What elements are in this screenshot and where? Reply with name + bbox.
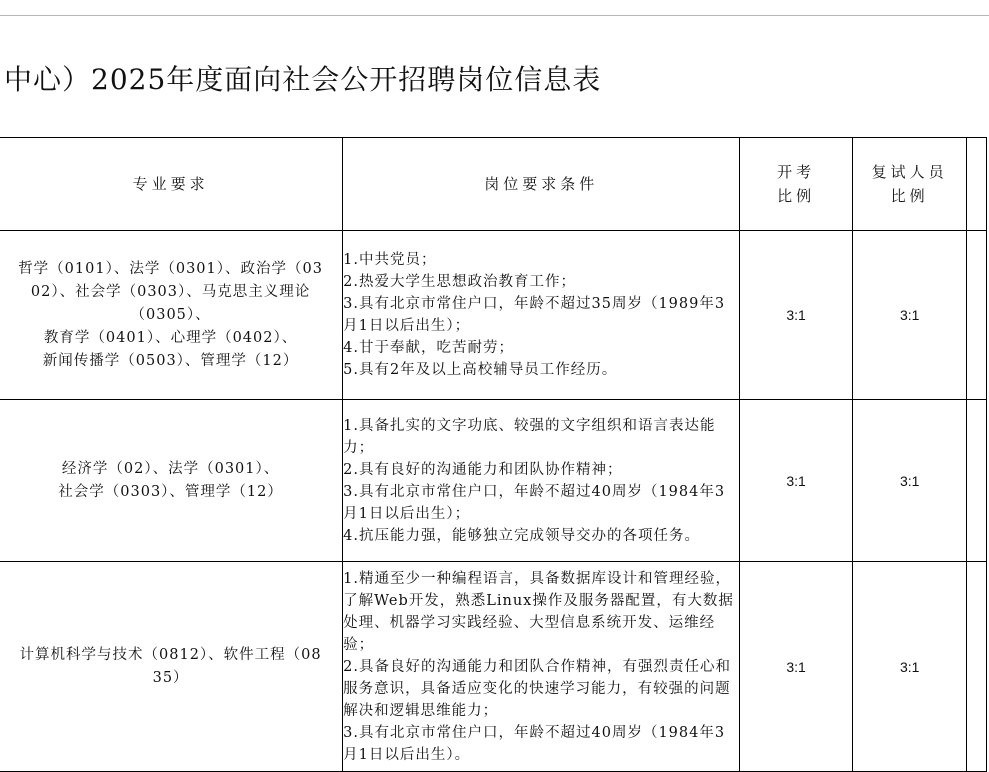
condition-item: 2.具有良好的沟通能力和团队协作精神； [343, 461, 623, 478]
major-line: 新闻传播学（0503）、管理学（12） [42, 352, 299, 369]
condition-item: 1.精通至少一种编程语言，具备数据库设计和管理经验，了解Web开发，熟悉Linux操作及服务器配置，有大数据处理、机器学习实践经验、大型信息系统开发、运维经验； [343, 570, 734, 653]
exam-ratio-cell: 3:1 [740, 400, 853, 562]
table-row [0, 400, 987, 562]
cut-off-cell [967, 400, 987, 562]
header-exam-ratio-line2: 比例 [777, 187, 816, 205]
major-line: 经济学（02）、法学（0301）、 [61, 460, 280, 477]
major-requirements-cell [0, 562, 343, 772]
position-conditions-cell [343, 400, 740, 562]
major-line: 02）、社会学（0303）、马克思主义理论 [30, 283, 311, 300]
header-major: 专业要求 [0, 138, 343, 231]
header-retest-ratio-line1: 复试人员 [871, 163, 948, 181]
table-row [0, 562, 987, 772]
job-positions-table [0, 137, 987, 772]
major-line: 社会学（0303）、管理学（12） [58, 483, 283, 500]
condition-item: 2.具备良好的沟通能力和团队合作精神，有强烈责任心和服务意识，具备适应变化的快速学习能力，有较强的问题解决和逻辑思维能力； [343, 658, 731, 719]
position-conditions-cell [343, 562, 740, 772]
retest-ratio-cell: 3:1 [852, 400, 967, 562]
condition-item: 2.热爱大学生思想政治教育工作； [343, 274, 576, 290]
condition-item: 4.甘于奉献，吃苦耐劳； [343, 340, 514, 356]
header-exam-ratio [740, 138, 853, 231]
condition-item: 1.具备扎实的文字功底、较强的文字组织和语言表达能力； [343, 417, 716, 456]
major-line: 计算机科学与技术（0812）、软件工程（08 [19, 646, 322, 663]
header-cut-off-column [967, 138, 987, 231]
major-line: 35） [152, 669, 189, 686]
condition-item: 4.抗压能力强，能够独立完成领导交办的各项任务。 [343, 527, 700, 544]
condition-item: 1.中共党员； [343, 252, 437, 268]
header-retest-ratio-line2: 比例 [890, 187, 929, 205]
major-requirements-cell [0, 400, 343, 562]
header-retest-ratio [852, 138, 967, 231]
exam-ratio-cell: 3:1 [740, 231, 853, 400]
major-line: （0305）、 [130, 306, 211, 323]
exam-ratio-cell: 3:1 [740, 562, 853, 772]
header-conditions: 岗位要求条件 [343, 138, 740, 231]
condition-item: 3.具有北京市常住户口，年龄不超过40周岁（1984年3月1日以后出生）； [343, 483, 726, 522]
condition-item: 3.具有北京市常住户口，年龄不超过35周岁（1989年3月1日以后出生）； [343, 296, 726, 334]
position-conditions-cell [343, 231, 740, 400]
page-title: 中心）2025年度面向社会公开招聘岗位信息表 [4, 63, 602, 96]
cut-off-cell [967, 562, 987, 772]
major-line: 教育学（0401）、心理学（0402）、 [43, 329, 298, 346]
retest-ratio-cell: 3:1 [852, 231, 967, 400]
condition-item: 3.具有北京市常住户口，年龄不超过40周岁（1984年3月1日以后出生）。 [343, 724, 726, 763]
table-header-row [0, 138, 987, 231]
top-divider [0, 15, 989, 16]
major-requirements-cell [0, 231, 343, 400]
condition-item: 5.具有2年及以上高校辅导员工作经历。 [343, 362, 618, 378]
retest-ratio-cell: 3:1 [852, 562, 967, 772]
major-line: 哲学（0101）、法学（0301）、政治学（03 [18, 260, 323, 277]
cut-off-cell [967, 231, 987, 400]
header-exam-ratio-line1: 开考 [777, 163, 816, 181]
table-row [0, 231, 987, 400]
